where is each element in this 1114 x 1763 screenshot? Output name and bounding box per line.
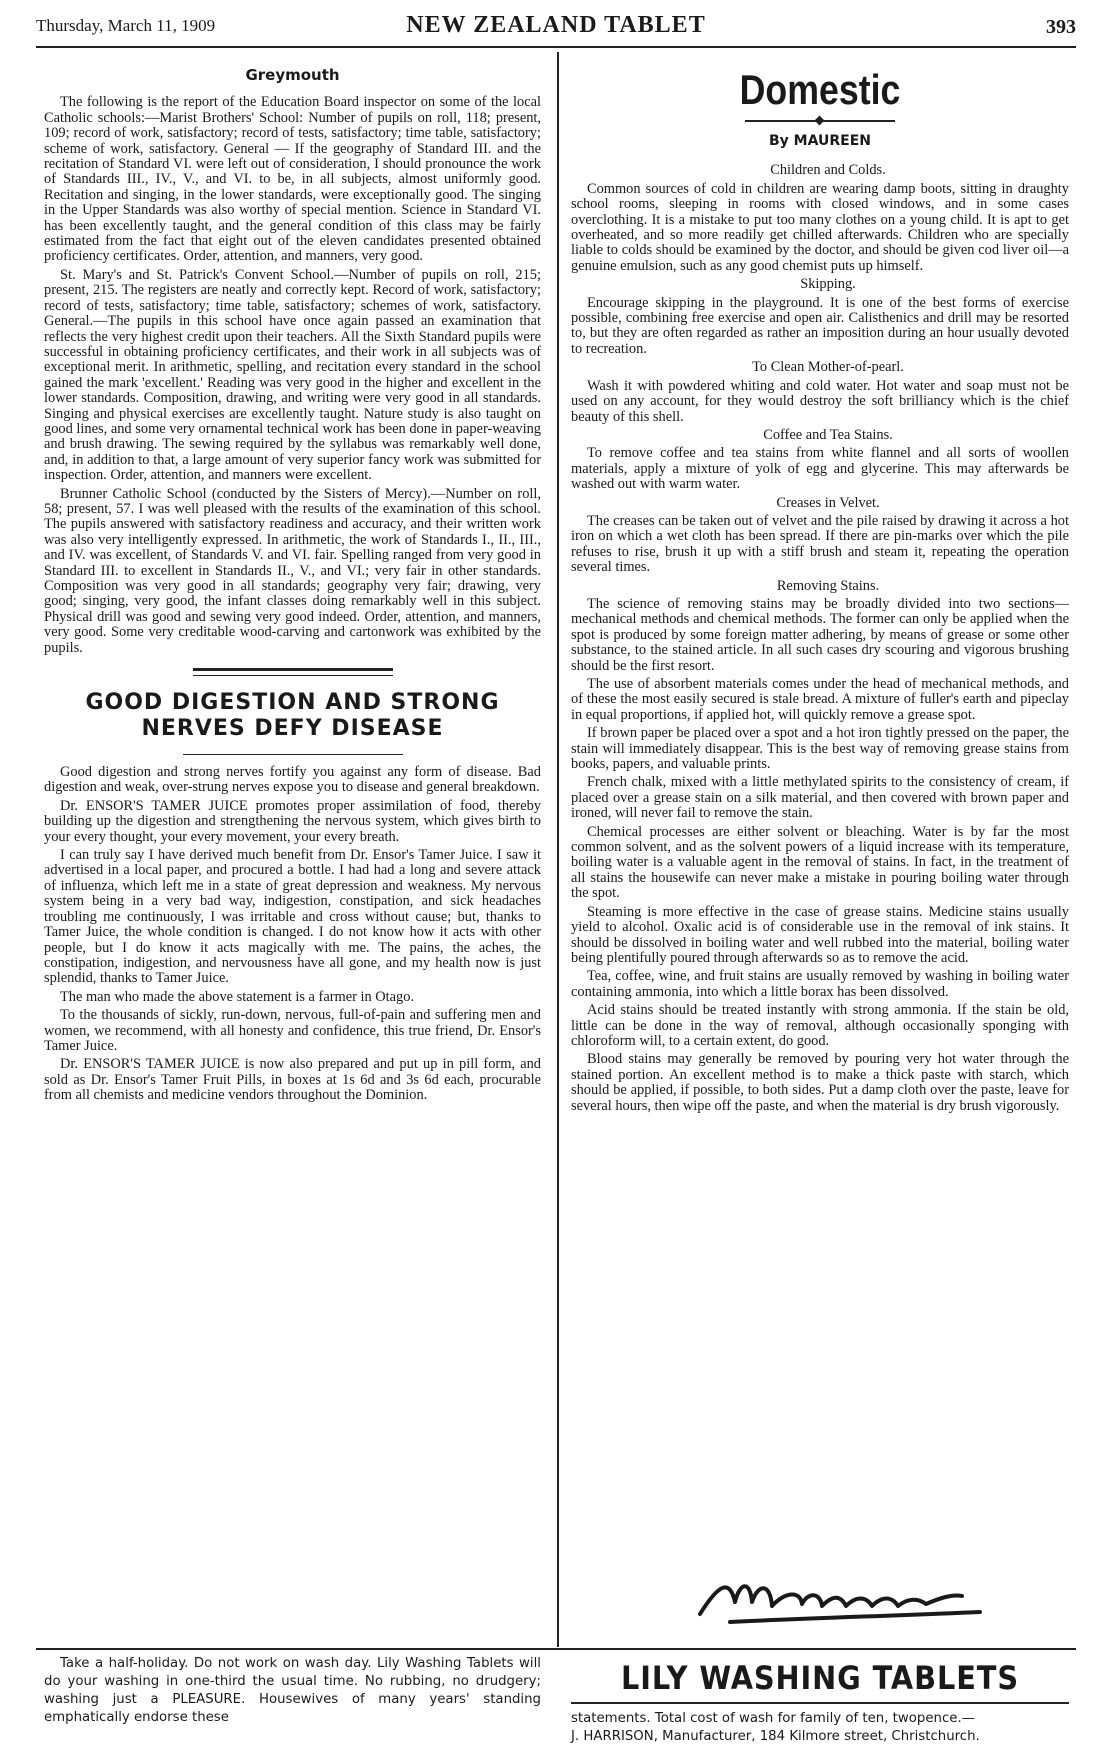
lily-text-line: J. HARRISON, Manufacturer, 184 Kilmore street, Christchurch. (571, 1729, 980, 1744)
advert-rule (183, 754, 403, 755)
ornament-divider (745, 120, 895, 126)
lily-rule (571, 1702, 1069, 1704)
footer-left-text (44, 1655, 541, 1727)
advert-headline: GOOD DIGESTION AND STRONG NERVES DEFY DISEASE (85, 690, 500, 742)
section-heading: Children and Colds. (770, 162, 886, 179)
section-paragraph: Common sources of cold in children are wearing damp boots, sitting in draughty school rooms, sleeping in rooms with closed windows, and in some cases overclothing. It is a mistake to put too many clothes on a young child. It is apt to get overheated, and so more readily get chilled afterwards. Children who are specially liable to colds should be examined by the doctor, and should be given cod liver oil—a genuine emulsion, such as any good chemist puts up himself. (571, 180, 1069, 274)
lily-headline: LILY WASHING TABLETS (621, 1659, 1019, 1697)
section-rule-thin (193, 675, 393, 676)
section-paragraph: Tea, coffee, wine, and fruit stains are usually removed by washing in boiling water containing ammonia, into which a little borax has been dissolved. (571, 968, 1069, 1000)
left-column (44, 60, 541, 1107)
advert-paragraph: Good digestion and strong nerves fortify you against any form of disease. Bad digestion and weak, over-strung nerves expose you to disease and general breakdown. (44, 764, 541, 796)
section-paragraph: Blood stains may generally be removed by pouring very hot water through the stained portion. An excellent method is to make a thick paste with starch, which should be applied, if possible, to both sides. Put a damp cloth over the paste, leave for several hours, then wipe off the paste, and when the material is dry brush vigorously. (571, 1051, 1069, 1114)
byline: By MAUREEN (769, 133, 871, 149)
diamond-icon (815, 116, 825, 126)
paper-title: NEW ZEALAND TABLET (406, 12, 706, 38)
section-paragraph: Chemical processes are either solvent or bleaching. Water is by far the most common solvent, and as the solvent powers of a liquid increase with its temperature, boiling water is a valuable agent in the removal of stains. In fact, in the treatment of all stains the housewife can never make a mistake in pouring boiling water through the spot. (571, 823, 1069, 902)
section-heading: To Clean Mother-of-pearl. (752, 359, 904, 376)
maureen-signature (690, 1562, 990, 1636)
footer-rule (36, 1648, 1076, 1650)
section-paragraph: The use of absorbent materials comes under the head of mechanical methods, and of these the most easily secured is stale bread. A mixture of fuller's earth and pipeclay in equal proportions, if applied hot, will quickly remove a grease spot. (571, 676, 1069, 723)
header-rule (36, 46, 1076, 48)
column-divider (557, 52, 559, 1647)
advert-paragraph: Dr. ENSOR'S TAMER JUICE is now also prepared and put up in pill form, and sold as Dr. Ensor's Tamer Fruit Pills, in boxes at 1s 6d and 3s 6d each, procurable from all chemists and medicine vendors throughout the Dominion. (44, 1056, 541, 1104)
section-paragraph: Steaming is more effective in the case of grease stains. Medicine stains usually yield to alcohol. Oxalic acid is of considerable use in the removal of ink stains. It should be dissolved in boiling water and well rubbed into the material, boiling water being plentifully poured through afterwards so as to remove the acid. (571, 903, 1069, 966)
section-rule-thick (193, 668, 393, 671)
section-heading: Removing Stains. (776, 577, 880, 594)
advert-paragraph: I can truly say I have derived much benefit from Dr. Ensor's Tamer Juice. I saw it advertised in a local paper, and procured a bottle. I had had a long and severe attack of influenza, which left me in a state of great depression and weakness. My nervous system being in a very bad way, indigestion, constipation, and sick headaches troubling me continuously, I was irritable and cross without cause; but, thanks to Tamer Juice, the whole condition is changed. I do not know how it acts with other people, but I do know it acts magically with me. The pains, the aches, the constipation, indigestion, and nervousness have all gone, and my health now is just splendid, thanks to Tamer Juice. (44, 847, 541, 987)
section-paragraph: Encourage skipping in the playground. It is one of the best forms of exercise possible, combining free exercise and open air. Calisthenics and drill may be resorted to, but they are often regarded as rather an imposition during an hour usually devoted to recreation. (571, 294, 1069, 357)
page-header (36, 6, 1076, 46)
greymouth-paragraph: The following is the report of the Education Board inspector on some of the local Catholic schools:—Marist Brothers' School: Number of pupils on roll, 118; present, 109; record of work, satisfactory; record of tests, satisfactory; time table, satisfactory; scheme of work, satisfactory. General — If the geography of Standard III. and the recitation of Standard VI. were left out of consideration, I should pronounce the work of Standards III., IV., V., and VI. to be, in all subjects, almost uniformly good. Recitation and singing, in the lower standards, were exceptionally good. The singing in the Upper Standards was also worthy of special mention. Science in Standard VI. has been excellently taught, and the general condition of this class may be fairly estimated from the fact that eight out of the eleven candidates presented obtained proficiency certificates. Order, attention, and manners, very good. (44, 94, 541, 265)
greymouth-paragraph: Brunner Catholic School (conducted by the Sisters of Mercy).—Number on roll, 58; present, 57. I was well pleased with the results of the examination of this school. The pupils answered with satisfactory readiness and accuracy, and their written work was also very intelligently expressed. In arithmetic, the work of Standards I., II., III., and IV. was excellent, of Standards V. and VI. fair. Spelling ranged from very good in Standard III. to excellent in Standards II., V., and VI.; very fair in other standards. Composition was very good in all standards; geography very fair; drawing, very good; singing, very good, the infant classes doing remarkably well in this subject. Physical drill was good and sewing very good indeed. Order, attention, and manners, very good. Some very creditable wood-carving and cartonwork was exhibited by the pupils. (44, 485, 541, 656)
section-heading: Skipping. (800, 276, 856, 293)
section-heading: Creases in Velvet. (776, 494, 880, 511)
section-paragraph: The science of removing stains may be broadly divided into two sections—mechanical methods and chemical methods. The former can only be applied when the spot is produced by some foreign matter adhering, by means of grease or some other substance, to the stained article. In all such cases dry scouring and vigorous brushing should be the first resort. (571, 595, 1069, 674)
advert-paragraph: The man who made the above statement is a farmer in Otago. (60, 988, 415, 1005)
section-paragraph: Acid stains should be treated instantly with strong ammonia. If the stain be old, little can be done in the way of removal, although occasionally sponging with chloroform will, to a certain extent, do good. (571, 1002, 1069, 1049)
section-paragraph: The creases can be taken out of velvet and the pile raised by drawing it across a hot iron on which a wet cloth has been spread. If there are pin-marks over which the pile refuses to rise, brush it up with a stiff brush and steam it, repeating the operation several times. (571, 512, 1069, 576)
section-paragraph: If brown paper be placed over a spot and a hot iron tightly pressed on the paper, the stain will immediately disappear. This is the best way of removing grease stains from books, papers, and valuable prints. (571, 725, 1069, 773)
issue-date: Thursday, March 11, 1909 (36, 16, 216, 35)
greymouth-title: Greymouth (245, 66, 340, 84)
lily-ad-left: Take a half-holiday. Do not work on wash day. Lily Washing Tablets will do your washing in one-third the usual time. No rubbing, no drudgery; washing just a PLEASURE. Housewives of many years' standing emphatically endorse these (44, 1656, 541, 1725)
section-paragraph: French chalk, mixed with a little methylated spirits to the consistency of cream, if placed over a grease stain on a silk material, and then covered with brown paper and ironed, will never fail to remove the stain. (571, 774, 1069, 822)
right-column (571, 60, 1069, 1117)
domestic-title: Domestic (739, 66, 901, 113)
lily-text-line: statements. Total cost of wash for family of ten, twopence.— (571, 1711, 975, 1726)
advert-paragraph: To the thousands of sickly, run-down, nervous, full-of-pain and suffering men and women, we recommend, with all honesty and confidence, this true friend, Dr. Ensor's Tamer Juice. (44, 1007, 541, 1054)
section-paragraph: Wash it with powdered whiting and cold water. Hot water and soap must not be used on any account, for they would destroy the soft brilliancy which is the chief beauty of this shell. (571, 377, 1069, 425)
section-paragraph: To remove coffee and tea stains from white flannel and all sorts of woollen materials, apply a mixture of yolk of egg and glycerine. This may afterwards be washed out with warm water. (571, 445, 1069, 493)
section-heading: Coffee and Tea Stains. (763, 426, 893, 443)
advert-paragraph: Dr. ENSOR'S TAMER JUICE promotes proper assimilation of food, thereby building up the digestion and strengthening the nervous system, which gives birth to your every thought, your every movement, your every breath. (44, 797, 541, 845)
lily-advert (571, 1660, 1069, 1746)
page-number: 393 (1046, 16, 1076, 38)
greymouth-paragraph: St. Mary's and St. Patrick's Convent School.—Number of pupils on roll, 215; present, 215. The registers are neatly and correctly kept. Record of work, satisfactory; record of tests, satisfactory; time table, satisfactory; schemes of work, satisfactory. General.—The pupils in this school have once again passed an examination that reflects the very highest credit upon their teachers. All the Sixth Standard pupils were successful in obtaining proficiency certificates, and their work in all subjects was of exceptional merit. In arithmetic, spelling, and recitation every standard in the school gained the mark 'excellent.' Reading was very good in the higher and excellent in the lower standards. Composition, drawing, and writing were very good in all standards. Singing and physical exercises are excellently taught. Nature study is also taught on good lines, and some very ornamental technical work has been done in paper-weaving and brush drawing. The sewing required by the syllabus was remarkably well done, and, in addition to that, a large amount of very superior fancy work was submitted for inspection. Order, attention, and manners were excellent. (44, 266, 541, 484)
